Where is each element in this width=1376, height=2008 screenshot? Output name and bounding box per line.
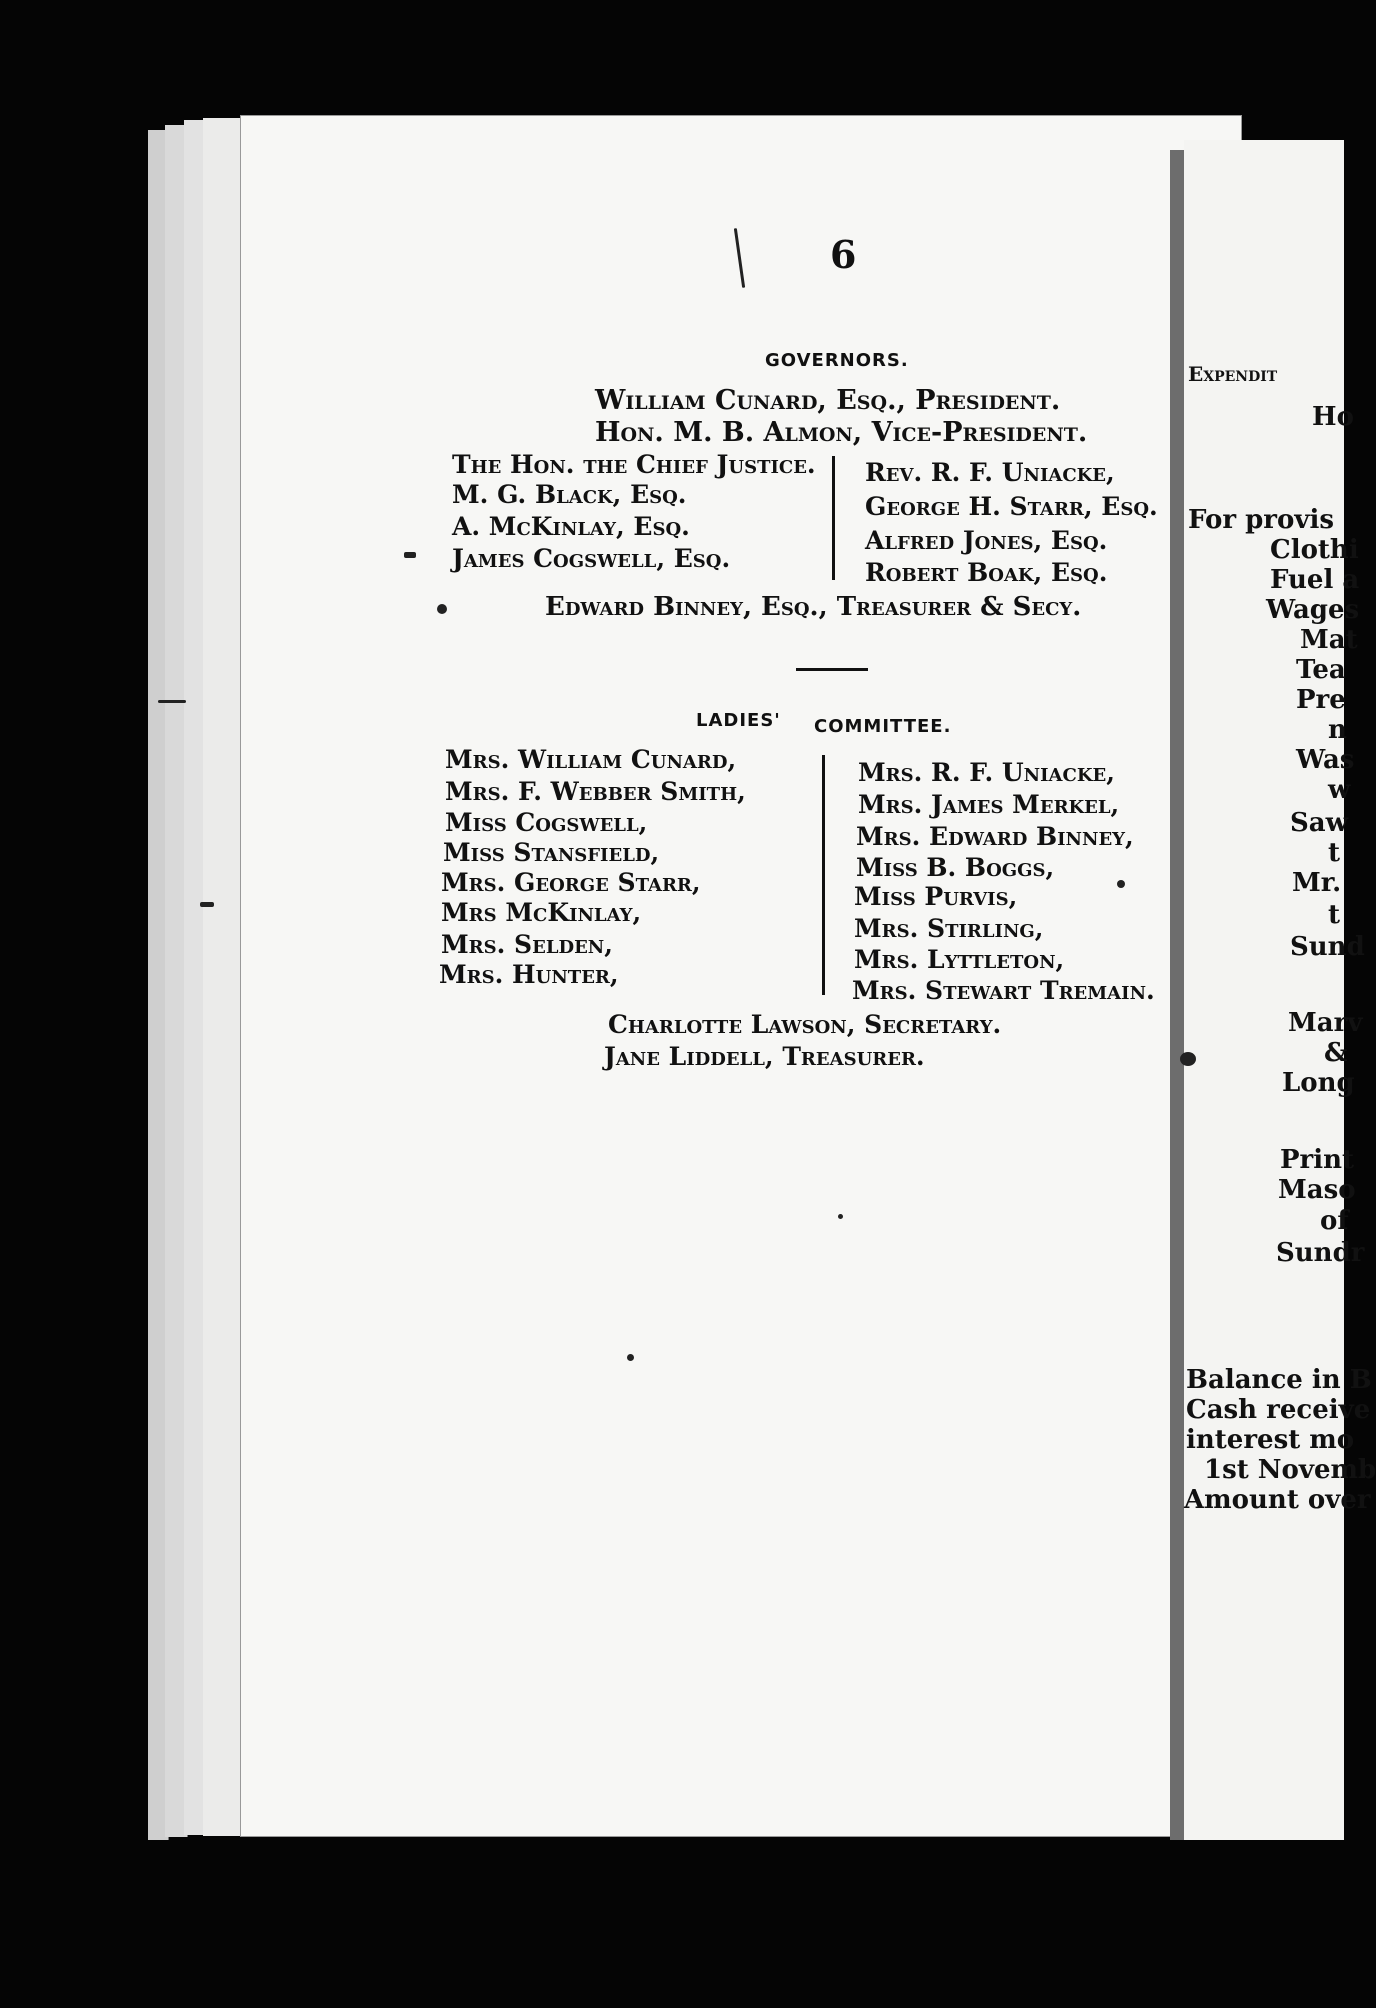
facing-line: Mr. [1292,868,1342,898]
facing-line: Fuel a [1270,565,1360,595]
facing-line: t [1328,838,1341,868]
column-divider [822,755,825,995]
committee-member: Mrs McKinlay, [441,898,642,927]
committee-member: Miss Cogswell, [445,808,648,837]
facing-line: t [1328,900,1341,930]
facing-line: Ho [1312,402,1354,432]
facing-line: & [1324,1038,1348,1068]
ink-speck [1180,1052,1196,1066]
committee-member: Miss Stansfield, [443,838,660,867]
ink-speck [437,604,447,614]
facing-line: Marv [1288,1008,1363,1038]
governor-name: A. McKinlay, Esq. [452,512,690,541]
committee-member: Mrs. Selden, [441,930,613,959]
committee-member: Mrs. William Cunard, [445,745,737,774]
ink-speck [627,1354,634,1361]
governors-vice-president: Hon. M. B. Almon, Vice-President. [595,417,1088,448]
ink-speck [1117,880,1125,888]
ink-speck [838,1214,843,1219]
governor-name: James Cogswell, Esq. [452,544,731,573]
facing-line: w [1328,775,1351,805]
facing-line: of [1320,1206,1349,1236]
governor-name: Robert Boak, Esq. [865,558,1108,587]
facing-line: Clothi [1270,535,1359,565]
governors-president: William Cunard, Esq., President. [595,385,1061,416]
facing-line: Maso [1278,1175,1356,1205]
governors-treasurer: Edward Binney, Esq., Treasurer & Secy. [545,592,1082,622]
committee-member: Mrs. Edward Binney, [856,822,1134,851]
ink-speck [158,700,186,703]
governor-name: George H. Starr, Esq. [865,492,1158,521]
facing-line: Sundr [1276,1238,1365,1268]
facing-line: Tea [1296,655,1346,685]
facing-line: 1st Novemb [1204,1455,1376,1485]
governor-name: Alfred Jones, Esq. [865,526,1108,555]
committee-member: Miss Purvis, [854,882,1018,911]
committee-member: Miss B. Boggs, [856,853,1055,882]
page-gutter [1170,150,1184,1840]
committee-secretary: Charlotte Lawson, Secretary. [608,1010,1002,1039]
ink-speck [404,552,416,558]
facing-line: Balance in B [1186,1365,1372,1395]
facing-line: Wages [1266,595,1360,625]
committee-member: Mrs. George Starr, [441,868,701,897]
governor-name: Rev. R. F. Uniacke, [865,458,1115,487]
section-divider [796,668,868,671]
facing-line: n [1328,715,1347,745]
facing-page [1184,140,1376,1840]
facing-line: Sund [1290,932,1365,962]
facing-line: For provis [1188,505,1334,535]
governor-name: The Hon. the Chief Justice. [452,450,816,479]
facing-line: interest mo [1186,1425,1355,1455]
facing-line: Was [1296,745,1355,775]
facing-line: Pre [1296,685,1346,715]
committee-member: Mrs. Hunter, [439,960,619,989]
committee-member: Mrs. Lyttleton, [854,945,1065,974]
committee-member: Mrs. Stirling, [854,914,1044,943]
facing-line: Long [1282,1068,1355,1098]
committee-member: Mrs. F. Webber Smith, [445,777,746,806]
committee-heading-left: LADIES' [696,710,781,731]
governor-name: M. G. Black, Esq. [452,480,687,509]
facing-line: Print [1280,1145,1355,1175]
committee-member: Mrs. Stewart Tremain. [852,976,1155,1005]
committee-treasurer: Jane Liddell, Treasurer. [604,1042,925,1071]
facing-line: Expendit [1188,362,1278,386]
column-divider [832,456,835,580]
page-number: 6 [830,232,857,277]
facing-line: Amount over [1184,1485,1371,1515]
facing-line: Cash receive [1186,1395,1371,1425]
committee-member: Mrs. R. F. Uniacke, [858,758,1115,787]
committee-heading-right: COMMITTEE. [814,716,952,737]
facing-line: Mat [1300,625,1358,655]
facing-line: Saw [1290,808,1349,838]
ink-speck [200,902,214,907]
governors-heading: GOVERNORS. [765,350,909,371]
committee-member: Mrs. James Merkel, [858,790,1120,819]
page-edge [203,118,244,1836]
